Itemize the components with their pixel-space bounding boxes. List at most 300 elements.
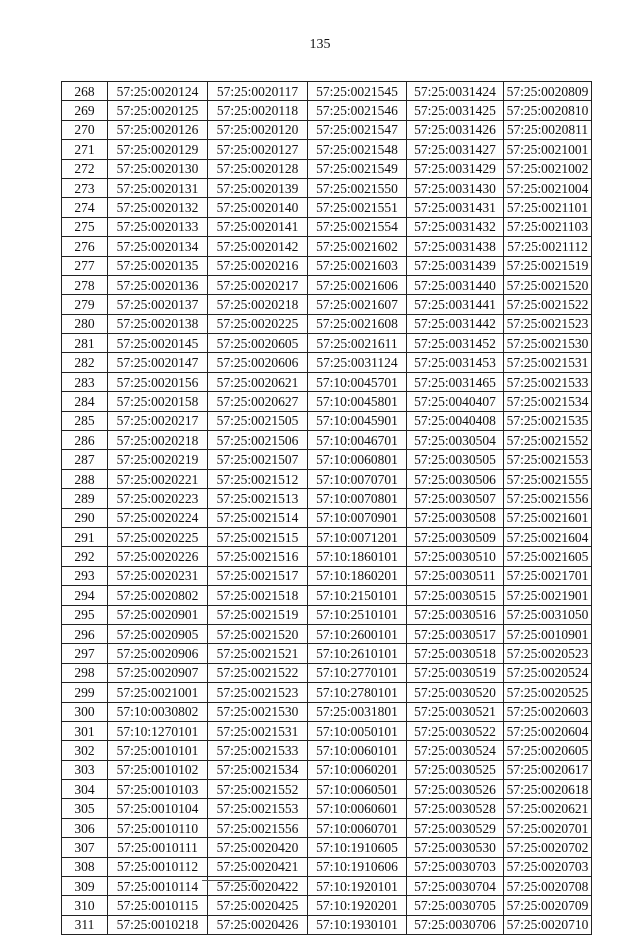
cadastral-number-cell: 57:25:0021552: [208, 780, 308, 799]
row-number-cell: 274: [62, 198, 108, 217]
cadastral-number-cell: 57:25:0030704: [407, 877, 504, 896]
cadastral-number-cell: 57:10:0071201: [308, 527, 407, 546]
footer-rule: [202, 880, 258, 881]
cadastral-number-cell: 57:25:0020217: [208, 275, 308, 294]
cadastral-number-cell: 57:25:0010112: [108, 857, 208, 876]
table-row: [62, 82, 592, 101]
cadastral-number-cell: 57:25:0020811: [504, 120, 592, 139]
cadastral-number-cell: 57:25:0020223: [108, 489, 208, 508]
row-number-cell: 293: [62, 566, 108, 585]
cadastral-number-cell: 57:25:0021512: [208, 469, 308, 488]
cadastral-number-cell: 57:25:0031452: [407, 334, 504, 353]
cadastral-number-cell: 57:25:0021535: [504, 411, 592, 430]
table-row: [62, 489, 592, 508]
cadastral-number-cell: 57:25:0020621: [208, 372, 308, 391]
cadastral-number-cell: 57:25:0021606: [308, 275, 407, 294]
cadastral-number-cell: 57:25:0021534: [208, 760, 308, 779]
cadastral-number-cell: 57:25:0021602: [308, 237, 407, 256]
cadastral-number-cell: 57:25:0020627: [208, 392, 308, 411]
row-number-cell: 275: [62, 217, 108, 236]
cadastral-number-cell: 57:25:0020126: [108, 120, 208, 139]
cadastral-number-cell: 57:10:0070701: [308, 469, 407, 488]
row-number-cell: 300: [62, 702, 108, 721]
row-number-cell: 284: [62, 392, 108, 411]
cadastral-number-cell: 57:25:0021112: [504, 237, 592, 256]
cadastral-number-cell: 57:10:0046701: [308, 431, 407, 450]
table-row: [62, 431, 592, 450]
cadastral-number-cell: 57:25:0030510: [407, 547, 504, 566]
row-number-cell: 272: [62, 159, 108, 178]
cadastral-number-cell: 57:25:0021607: [308, 295, 407, 314]
cadastral-number-cell: 57:25:0020135: [108, 256, 208, 275]
cadastral-number-cell: 57:25:0021554: [308, 217, 407, 236]
cadastral-number-cell: 57:10:0050101: [308, 721, 407, 740]
cadastral-number-cell: 57:25:0030508: [407, 508, 504, 527]
cadastral-number-cell: 57:25:0020221: [108, 469, 208, 488]
table-row: [62, 741, 592, 760]
cadastral-number-cell: 57:25:0020524: [504, 663, 592, 682]
cadastral-number-cell: 57:25:0010110: [108, 818, 208, 837]
cadastral-number-cell: 57:25:0021523: [208, 683, 308, 702]
cadastral-number-cell: 57:25:0010115: [108, 896, 208, 915]
cadastral-number-cell: 57:25:0021513: [208, 489, 308, 508]
cadastral-number-cell: 57:25:0020802: [108, 586, 208, 605]
row-number-cell: 281: [62, 334, 108, 353]
row-number-cell: 268: [62, 82, 108, 101]
table-row: [62, 721, 592, 740]
table-row: [62, 799, 592, 818]
cadastral-number-cell: 57:25:0020138: [108, 314, 208, 333]
cadastral-number-cell: 57:25:0021101: [504, 198, 592, 217]
cadastral-number-cell: 57:25:0031050: [504, 605, 592, 624]
cadastral-number-cell: 57:25:0021506: [208, 431, 308, 450]
row-number-cell: 302: [62, 741, 108, 760]
row-number-cell: 298: [62, 663, 108, 682]
cadastral-number-cell: 57:10:0045901: [308, 411, 407, 430]
table-row: [62, 586, 592, 605]
cadastral-number-cell: 57:25:0020224: [108, 508, 208, 527]
cadastral-number-cell: 57:25:0020701: [504, 818, 592, 837]
cadastral-number-cell: 57:25:0021507: [208, 450, 308, 469]
table-row: [62, 915, 592, 934]
cadastral-number-cell: 57:25:0031425: [407, 101, 504, 120]
cadastral-number-cell: 57:25:0021514: [208, 508, 308, 527]
cadastral-number-cell: 57:25:0030525: [407, 760, 504, 779]
cadastral-number-cell: 57:25:0020128: [208, 159, 308, 178]
cadastral-number-cell: 57:25:0031426: [407, 120, 504, 139]
table-row: [62, 838, 592, 857]
cadastral-number-cell: 57:25:0030506: [407, 469, 504, 488]
cadastral-number-cell: 57:25:0030520: [407, 683, 504, 702]
cadastral-number-cell: 57:25:0020605: [208, 334, 308, 353]
cadastral-number-cell: 57:10:2610101: [308, 644, 407, 663]
row-number-cell: 283: [62, 372, 108, 391]
cadastral-number-cell: 57:25:0030706: [407, 915, 504, 934]
cadastral-number-cell: 57:10:0060201: [308, 760, 407, 779]
cadastral-number-cell: 57:25:0021605: [504, 547, 592, 566]
cadastral-number-cell: 57:10:1860201: [308, 566, 407, 585]
row-number-cell: 277: [62, 256, 108, 275]
cadastral-number-cell: 57:10:2150101: [308, 586, 407, 605]
cadastral-number-cell: 57:10:2780101: [308, 683, 407, 702]
cadastral-number-cell: 57:25:0030705: [407, 896, 504, 915]
row-number-cell: 279: [62, 295, 108, 314]
cadastral-number-cell: 57:25:0020226: [108, 547, 208, 566]
row-number-cell: 296: [62, 624, 108, 643]
cadastral-number-cell: 57:25:0020421: [208, 857, 308, 876]
table-row: [62, 644, 592, 663]
row-number-cell: 299: [62, 683, 108, 702]
cadastral-number-cell: 57:25:0021556: [504, 489, 592, 508]
cadastral-number-cell: 57:25:0021547: [308, 120, 407, 139]
cadastral-number-cell: 57:10:2770101: [308, 663, 407, 682]
cadastral-number-cell: 57:25:0021521: [208, 644, 308, 663]
cadastral-number-cell: 57:25:0020231: [108, 566, 208, 585]
cadastral-number-cell: 57:25:0021515: [208, 527, 308, 546]
cadastral-number-cell: 57:25:0010103: [108, 780, 208, 799]
cadastral-number-cell: 57:25:0021545: [308, 82, 407, 101]
table-row: [62, 372, 592, 391]
cadastral-number-cell: 57:25:0021522: [208, 663, 308, 682]
cadastral-number-cell: 57:25:0020906: [108, 644, 208, 663]
row-number-cell: 309: [62, 877, 108, 896]
cadastral-number-cell: 57:25:0030521: [407, 702, 504, 721]
table-row: [62, 450, 592, 469]
cadastral-number-cell: 57:25:0021519: [504, 256, 592, 275]
cadastral-number-cell: 57:25:0030511: [407, 566, 504, 585]
cadastral-number-cell: 57:25:0020216: [208, 256, 308, 275]
cadastral-number-cell: 57:25:0020426: [208, 915, 308, 934]
cadastral-number-cell: 57:25:0021534: [504, 392, 592, 411]
cadastral-number-cell: 57:25:0020425: [208, 896, 308, 915]
cadastral-number-cell: 57:25:0021001: [504, 140, 592, 159]
table-row: [62, 857, 592, 876]
row-number-cell: 285: [62, 411, 108, 430]
cadastral-number-cell: 57:10:2600101: [308, 624, 407, 643]
cadastral-number-cell: 57:25:0021533: [208, 741, 308, 760]
cadastral-number-cell: 57:25:0030515: [407, 586, 504, 605]
table-row: [62, 256, 592, 275]
row-number-cell: 269: [62, 101, 108, 120]
cadastral-number-cell: 57:25:0021553: [504, 450, 592, 469]
table-row: [62, 217, 592, 236]
cadastral-number-cell: 57:25:0021530: [504, 334, 592, 353]
cadastral-number-cell: 57:25:0021556: [208, 818, 308, 837]
table-row: [62, 159, 592, 178]
page-number: 135: [309, 37, 331, 52]
cadastral-number-cell: 57:25:0020140: [208, 198, 308, 217]
row-number-cell: 287: [62, 450, 108, 469]
cadastral-number-cell: 57:10:0060601: [308, 799, 407, 818]
cadastral-number-cell: 57:25:0021608: [308, 314, 407, 333]
table-row: [62, 198, 592, 217]
cadastral-number-cell: 57:25:0021611: [308, 334, 407, 353]
row-number-cell: 294: [62, 586, 108, 605]
cadastral-number-cell: 57:25:0031124: [308, 353, 407, 372]
cadastral-number-cell: 57:25:0030519: [407, 663, 504, 682]
cadastral-number-cell: 57:25:0020124: [108, 82, 208, 101]
cadastral-number-cell: 57:25:0040407: [407, 392, 504, 411]
row-number-cell: 311: [62, 915, 108, 934]
cadastral-number-cell: 57:25:0021001: [108, 683, 208, 702]
table-row: [62, 605, 592, 624]
table-row: [62, 353, 592, 372]
cadastral-number-cell: 57:25:0021520: [208, 624, 308, 643]
row-number-cell: 276: [62, 237, 108, 256]
cadastral-number-cell: 57:25:0031431: [407, 198, 504, 217]
cadastral-number-cell: 57:25:0020117: [208, 82, 308, 101]
cadastral-number-cell: 57:25:0020125: [108, 101, 208, 120]
cadastral-number-cell: 57:25:0020147: [108, 353, 208, 372]
cadastral-number-cell: 57:25:0021701: [504, 566, 592, 585]
cadastral-number-cell: 57:25:0020141: [208, 217, 308, 236]
table-row: [62, 295, 592, 314]
cadastral-number-cell: 57:25:0020218: [108, 431, 208, 450]
cadastral-number-cell: 57:25:0020525: [504, 683, 592, 702]
cadastral-number-cell: 57:25:0020219: [108, 450, 208, 469]
cadastral-number-cell: 57:25:0021520: [504, 275, 592, 294]
cadastral-number-cell: 57:25:0020606: [208, 353, 308, 372]
row-number-cell: 271: [62, 140, 108, 159]
cadastral-number-cell: 57:25:0021522: [504, 295, 592, 314]
cadastral-number-cell: 57:25:0031441: [407, 295, 504, 314]
cadastral-number-cell: 57:25:0010114: [108, 877, 208, 896]
cadastral-number-cell: 57:25:0021519: [208, 605, 308, 624]
cadastral-number-cell: 57:25:0030518: [407, 644, 504, 663]
row-number-cell: 307: [62, 838, 108, 857]
cadastral-number-cell: 57:25:0030522: [407, 721, 504, 740]
cadastral-number-cell: 57:25:0020709: [504, 896, 592, 915]
cadastral-number-cell: 57:25:0021549: [308, 159, 407, 178]
cadastral-number-cell: 57:25:0020142: [208, 237, 308, 256]
cadastral-number-cell: 57:25:0021531: [504, 353, 592, 372]
table-body: [62, 82, 592, 935]
table-row: [62, 683, 592, 702]
table-row: [62, 469, 592, 488]
cadastral-number-cell: 57:25:0031465: [407, 372, 504, 391]
cadastral-number-cell: 57:25:0020621: [504, 799, 592, 818]
cadastral-number-cell: 57:25:0010218: [108, 915, 208, 934]
cadastral-number-cell: 57:25:0020133: [108, 217, 208, 236]
cadastral-number-cell: 57:25:0020218: [208, 295, 308, 314]
cadastral-number-cell: 57:10:1910606: [308, 857, 407, 876]
cadastral-number-cell: 57:25:0020225: [208, 314, 308, 333]
cadastral-number-cell: 57:25:0020617: [504, 760, 592, 779]
row-number-cell: 308: [62, 857, 108, 876]
table-row: [62, 896, 592, 915]
row-number-cell: 273: [62, 178, 108, 197]
row-number-cell: 289: [62, 489, 108, 508]
table-row: [62, 877, 592, 896]
cadastral-number-cell: 57:10:2510101: [308, 605, 407, 624]
cadastral-number-cell: 57:25:0020145: [108, 334, 208, 353]
cadastral-number-cell: 57:25:0030507: [407, 489, 504, 508]
table-row: [62, 624, 592, 643]
cadastral-number-cell: 57:25:0010901: [504, 624, 592, 643]
cadastral-number-cell: 57:10:0070801: [308, 489, 407, 508]
table-row: [62, 101, 592, 120]
cadastral-number-cell: 57:25:0021550: [308, 178, 407, 197]
cadastral-number-cell: 57:25:0030504: [407, 431, 504, 450]
table-row: [62, 663, 592, 682]
cadastral-number-cell: 57:10:1910605: [308, 838, 407, 857]
cadastral-number-cell: 57:25:0020422: [208, 877, 308, 896]
row-number-cell: 295: [62, 605, 108, 624]
cadastral-number-cell: 57:25:0020137: [108, 295, 208, 314]
cadastral-number-cell: 57:25:0031440: [407, 275, 504, 294]
table-row: [62, 120, 592, 139]
cadastral-number-cell: 57:25:0021518: [208, 586, 308, 605]
table-row: [62, 178, 592, 197]
cadastral-number-cell: 57:25:0030517: [407, 624, 504, 643]
cadastral-number-cell: 57:25:0021002: [504, 159, 592, 178]
cadastral-number-cell: 57:25:0010101: [108, 741, 208, 760]
row-number-cell: 305: [62, 799, 108, 818]
cadastral-number-cell: 57:25:0020127: [208, 140, 308, 159]
table-row: [62, 818, 592, 837]
cadastral-number-cell: 57:10:1920201: [308, 896, 407, 915]
cadastral-number-cell: 57:25:0020603: [504, 702, 592, 721]
cadastral-number-cell: 57:10:0060701: [308, 818, 407, 837]
row-number-cell: 282: [62, 353, 108, 372]
cadastral-number-cell: 57:25:0030528: [407, 799, 504, 818]
cadastral-number-cell: 57:25:0010111: [108, 838, 208, 857]
cadastral-number-cell: 57:25:0020225: [108, 527, 208, 546]
cadastral-number-cell: 57:25:0020136: [108, 275, 208, 294]
cadastral-number-cell: 57:25:0020710: [504, 915, 592, 934]
cadastral-number-cell: 57:25:0021601: [504, 508, 592, 527]
cadastral-number-cell: 57:25:0021553: [208, 799, 308, 818]
cadastral-number-cell: 57:25:0020217: [108, 411, 208, 430]
row-number-cell: 306: [62, 818, 108, 837]
cadastral-number-cell: 57:25:0020120: [208, 120, 308, 139]
cadastral-number-cell: 57:25:0021517: [208, 566, 308, 585]
cadastral-number-cell: 57:25:0021103: [504, 217, 592, 236]
cadastral-number-cell: 57:25:0021530: [208, 702, 308, 721]
cadastral-number-cell: 57:25:0020130: [108, 159, 208, 178]
row-number-cell: 301: [62, 721, 108, 740]
table-row: [62, 702, 592, 721]
table-row: [62, 547, 592, 566]
row-number-cell: 288: [62, 469, 108, 488]
cadastral-number-cell: 57:25:0031439: [407, 256, 504, 275]
cadastral-number-cell: 57:25:0020905: [108, 624, 208, 643]
cadastral-number-cell: 57:25:0030505: [407, 450, 504, 469]
row-number-cell: 303: [62, 760, 108, 779]
cadastral-number-cell: 57:25:0031429: [407, 159, 504, 178]
row-number-cell: 278: [62, 275, 108, 294]
cadastral-number-cell: 57:25:0020809: [504, 82, 592, 101]
row-number-cell: 286: [62, 431, 108, 450]
cadastral-number-cell: 57:25:0021555: [504, 469, 592, 488]
cadastral-number-cell: 57:10:0060101: [308, 741, 407, 760]
table-row: [62, 760, 592, 779]
cadastral-number-cell: 57:25:0030524: [407, 741, 504, 760]
cadastral-number-cell: 57:25:0020523: [504, 644, 592, 663]
table-row: [62, 508, 592, 527]
table-row: [62, 527, 592, 546]
cadastral-number-cell: 57:10:0045801: [308, 392, 407, 411]
cadastral-number-cell: 57:25:0020810: [504, 101, 592, 120]
table-row: [62, 334, 592, 353]
table-row: [62, 314, 592, 333]
row-number-cell: 304: [62, 780, 108, 799]
cadastral-number-cell: 57:25:0021505: [208, 411, 308, 430]
cadastral-number-cell: 57:25:0020131: [108, 178, 208, 197]
cadastral-number-cell: 57:25:0031432: [407, 217, 504, 236]
cadastral-number-cell: 57:25:0021531: [208, 721, 308, 740]
cadastral-number-cell: 57:25:0031801: [308, 702, 407, 721]
cadastral-number-cell: 57:25:0020907: [108, 663, 208, 682]
row-number-cell: 290: [62, 508, 108, 527]
cadastral-number-cell: 57:10:1920101: [308, 877, 407, 896]
cadastral-number-cell: 57:25:0031438: [407, 237, 504, 256]
cadastral-number-cell: 57:25:0020618: [504, 780, 592, 799]
cadastral-number-cell: 57:10:1270101: [108, 721, 208, 740]
cadastral-number-cell: 57:25:0021901: [504, 586, 592, 605]
cadastral-number-cell: 57:10:0070901: [308, 508, 407, 527]
cadastral-number-cell: 57:25:0020708: [504, 877, 592, 896]
row-number-cell: 270: [62, 120, 108, 139]
cadastral-number-cell: 57:25:0021548: [308, 140, 407, 159]
cadastral-number-cell: 57:25:0020703: [504, 857, 592, 876]
cadastral-number-cell: 57:25:0020605: [504, 741, 592, 760]
cadastral-number-cell: 57:25:0020158: [108, 392, 208, 411]
cadastral-number-cell: 57:25:0030526: [407, 780, 504, 799]
cadastral-number-cell: 57:25:0021552: [504, 431, 592, 450]
cadastral-number-cell: 57:10:0060801: [308, 450, 407, 469]
cadastral-numbers-table: [61, 81, 592, 935]
cadastral-number-cell: 57:25:0030530: [407, 838, 504, 857]
cadastral-number-cell: 57:25:0021546: [308, 101, 407, 120]
table-row: [62, 275, 592, 294]
cadastral-number-cell: 57:25:0021004: [504, 178, 592, 197]
cadastral-number-cell: 57:10:1860101: [308, 547, 407, 566]
cadastral-number-cell: 57:25:0020132: [108, 198, 208, 217]
cadastral-number-cell: 57:25:0031442: [407, 314, 504, 333]
cadastral-number-cell: 57:25:0020702: [504, 838, 592, 857]
cadastral-number-cell: 57:25:0030703: [407, 857, 504, 876]
row-number-cell: 280: [62, 314, 108, 333]
cadastral-number-cell: 57:25:0020139: [208, 178, 308, 197]
cadastral-number-cell: 57:25:0020129: [108, 140, 208, 159]
cadastral-number-cell: 57:25:0021551: [308, 198, 407, 217]
cadastral-number-cell: 57:25:0021516: [208, 547, 308, 566]
cadastral-number-cell: 57:25:0010102: [108, 760, 208, 779]
table-row: [62, 392, 592, 411]
cadastral-number-cell: 57:25:0020118: [208, 101, 308, 120]
table-row: [62, 780, 592, 799]
cadastral-number-cell: 57:25:0040408: [407, 411, 504, 430]
cadastral-number-cell: 57:25:0021523: [504, 314, 592, 333]
cadastral-number-cell: 57:25:0030529: [407, 818, 504, 837]
cadastral-number-cell: 57:25:0020604: [504, 721, 592, 740]
row-number-cell: 310: [62, 896, 108, 915]
cadastral-number-cell: 57:25:0020901: [108, 605, 208, 624]
cadastral-number-cell: 57:10:1930101: [308, 915, 407, 934]
table-row: [62, 411, 592, 430]
cadastral-number-cell: 57:25:0021533: [504, 372, 592, 391]
cadastral-number-cell: 57:25:0010104: [108, 799, 208, 818]
cadastral-number-cell: 57:25:0030509: [407, 527, 504, 546]
cadastral-number-cell: 57:25:0031427: [407, 140, 504, 159]
cadastral-number-cell: 57:25:0030516: [407, 605, 504, 624]
cadastral-number-cell: 57:25:0031424: [407, 82, 504, 101]
table-row: [62, 237, 592, 256]
cadastral-number-cell: 57:25:0021604: [504, 527, 592, 546]
table-row: [62, 566, 592, 585]
cadastral-number-cell: 57:25:0021603: [308, 256, 407, 275]
